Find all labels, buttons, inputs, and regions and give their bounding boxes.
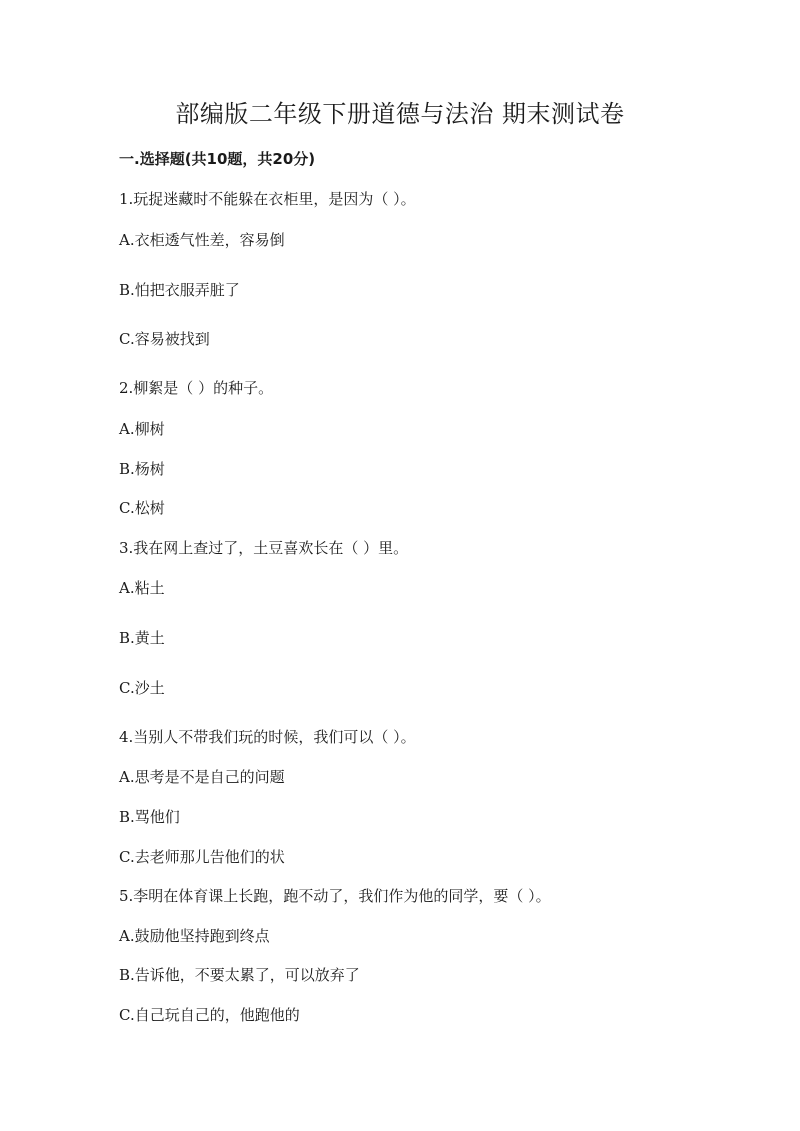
question-4-stem: 4.当别人不带我们玩的时候，我们可以（ ）。 [119, 728, 416, 746]
question-5-option-b: B.告诉他，不要太累了，可以放弃了 [119, 966, 360, 984]
page-title: 部编版二年级下册道德与法治 期末测试卷 [175, 100, 625, 128]
question-1-option-b: B.怕把衣服弄脏了 [119, 281, 240, 299]
question-5-option-a: A.鼓励他坚持跑到终点 [119, 927, 270, 945]
question-5-option-c: C.自己玩自己的，他跑他的 [119, 1006, 300, 1024]
question-3-stem: 3.我在网上查过了，土豆喜欢长在（ ）里。 [119, 539, 409, 557]
question-4-option-c: C.去老师那儿告他们的状 [119, 848, 285, 866]
question-3-option-a: A.粘土 [119, 579, 165, 597]
section-heading: 一.选择题(共10题，共20分) [119, 150, 316, 168]
question-3-option-b: B.黄土 [119, 629, 165, 647]
question-2-option-a: A.柳树 [119, 420, 165, 438]
question-4-option-a: A.思考是不是自己的问题 [119, 768, 285, 786]
question-2-option-b: B.杨树 [119, 460, 165, 478]
question-1-option-a: A.衣柜透气性差，容易倒 [119, 231, 285, 249]
question-1-option-c: C.容易被找到 [119, 330, 210, 348]
question-1-stem: 1.玩捉迷藏时不能躲在衣柜里，是因为（ ）。 [119, 190, 416, 208]
question-5-stem: 5.李明在体育课上长跑，跑不动了，我们作为他的同学，要（ ）。 [119, 887, 551, 905]
question-2-option-c: C.松树 [119, 499, 165, 517]
question-4-option-b: B.骂他们 [119, 808, 180, 826]
question-2-stem: 2.柳絮是（ ）的种子。 [119, 379, 274, 397]
question-3-option-c: C.沙土 [119, 679, 165, 697]
